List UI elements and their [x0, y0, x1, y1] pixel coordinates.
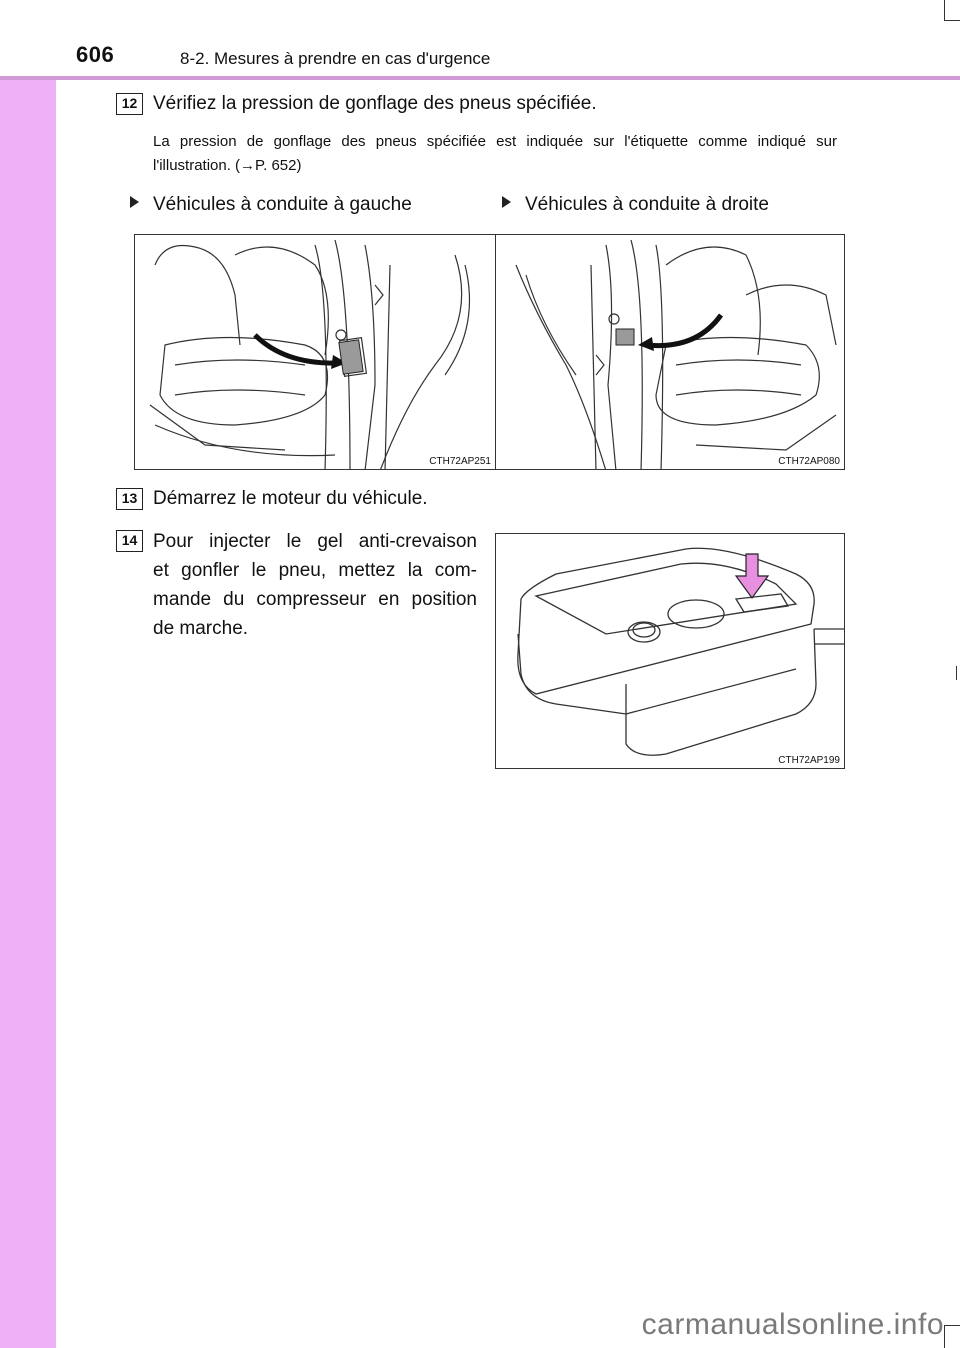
side-color-band — [0, 0, 56, 1348]
step-12-title: Vérifiez la pression de gonflage des pneus spécifiée. — [153, 93, 597, 114]
step-14-line: mande du compresseur en position — [153, 589, 477, 610]
crop-mark — [944, 1325, 960, 1326]
compressor-illustration — [496, 534, 845, 769]
step-badge-14: 14 — [116, 530, 143, 552]
figure-code-right: CTH72AP080 — [778, 456, 840, 467]
crop-mark — [944, 20, 960, 21]
bullet-triangle-icon — [130, 196, 139, 208]
figure-rhd-tire-label — [495, 234, 845, 470]
sub-item-left-label: Véhicules à conduite à gauche — [153, 194, 412, 215]
step-badge-13: 13 — [116, 488, 143, 510]
step-12-body: La pression de gonflage des pneus spécifiée est indiquée sur l'étiquette comme indiqué sur l'illustration. (→P. 652) — [153, 133, 837, 174]
seat-and-pillar-illustration-left — [135, 235, 496, 470]
sub-item-right-label: Véhicules à conduite à droite — [525, 194, 769, 215]
step-14-line: et gonfler le pneu, mettez la com- — [153, 560, 477, 581]
step-badge-12: 12 — [116, 93, 143, 115]
bullet-triangle-icon — [502, 196, 511, 208]
header-rule — [0, 76, 960, 80]
crop-mark — [944, 1325, 945, 1348]
step-14-line: de marche. — [153, 618, 249, 639]
section-title: 8-2. Mesures à prendre en cas d'urgence — [180, 49, 491, 68]
crop-mark — [956, 666, 957, 680]
step-13-title: Démarrez le moteur du véhicule. — [153, 488, 428, 509]
figure-code-compressor: CTH72AP199 — [778, 755, 840, 766]
page-number: 606 — [76, 42, 115, 67]
figure-lhd-tire-label — [134, 234, 496, 470]
sub-item-left-hand-drive — [130, 194, 412, 216]
figure-compressor-switch — [495, 533, 845, 769]
watermark: carmanualsonline.info — [641, 1308, 944, 1341]
figure-code-left: CTH72AP251 — [429, 456, 491, 467]
sub-item-right-hand-drive — [502, 194, 769, 216]
crop-mark — [944, 0, 945, 20]
step-14-line: Pour injecter le gel anti-crevaison — [153, 531, 477, 552]
step-14-title — [153, 527, 477, 643]
seat-and-pillar-illustration-right — [496, 235, 845, 470]
